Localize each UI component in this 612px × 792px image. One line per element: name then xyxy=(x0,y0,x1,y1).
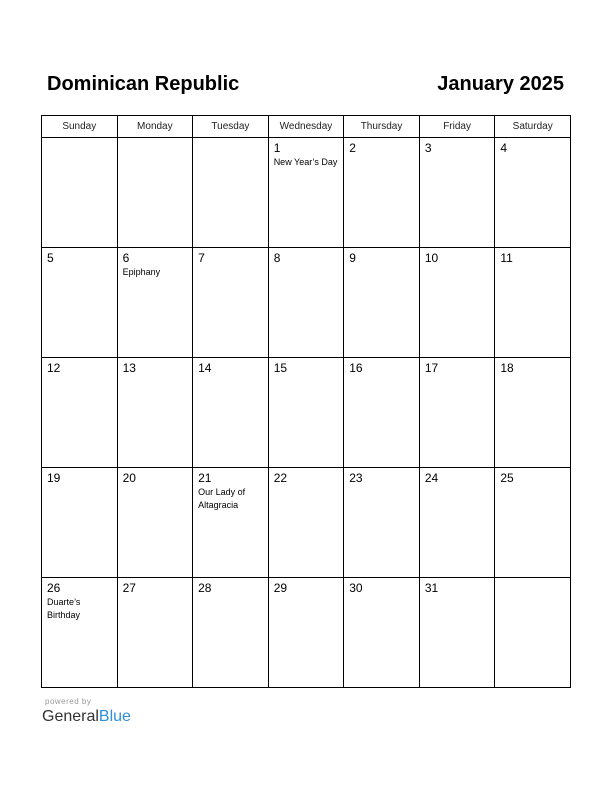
day-cell-content xyxy=(118,138,193,141)
day-cell xyxy=(344,358,420,468)
day-number: 21 xyxy=(198,471,212,485)
day-cell-content xyxy=(495,138,570,155)
day-number: 22 xyxy=(273,471,288,485)
day-cell-content xyxy=(42,248,117,265)
weekday-header: Friday xyxy=(419,116,495,138)
day-cell xyxy=(42,578,118,688)
weekday-header: Monday xyxy=(117,116,193,138)
day-cell-content xyxy=(118,358,193,375)
day-number: 1 xyxy=(273,141,281,155)
day-cell-content xyxy=(344,358,419,375)
day-cell xyxy=(419,138,495,248)
day-number: 10 xyxy=(424,251,439,265)
day-cell-content xyxy=(344,248,419,265)
day-cell xyxy=(117,138,193,248)
day-number: 4 xyxy=(500,141,508,155)
weekday-header: Sunday xyxy=(42,116,118,138)
week-row xyxy=(42,138,571,248)
day-cell-content xyxy=(193,358,268,375)
day-cell xyxy=(117,358,193,468)
day-cell xyxy=(419,468,495,578)
day-number: 19 xyxy=(47,471,61,485)
day-number: 11 xyxy=(500,251,513,265)
day-number: 29 xyxy=(273,581,288,595)
day-number: 13 xyxy=(122,361,136,375)
day-cell xyxy=(268,138,344,248)
day-cell xyxy=(193,468,269,578)
day-number: 18 xyxy=(500,361,514,375)
day-cell xyxy=(419,578,495,688)
day-cell-content xyxy=(42,578,117,622)
day-cell-content xyxy=(269,358,344,375)
day-number: 25 xyxy=(500,471,514,485)
day-cell-content xyxy=(420,468,495,485)
day-cell-content xyxy=(344,578,419,595)
day-cell xyxy=(495,578,571,688)
day-cell xyxy=(117,468,193,578)
day-cell xyxy=(42,138,118,248)
day-cell-content xyxy=(495,248,570,265)
day-cell-content xyxy=(420,358,495,375)
day-cell-content xyxy=(420,578,495,595)
day-cell-content xyxy=(193,468,268,512)
day-number: 15 xyxy=(273,361,288,375)
holiday-label: Epiphany xyxy=(122,267,161,277)
day-cell xyxy=(495,358,571,468)
calendar-body xyxy=(42,138,571,688)
day-cell-content xyxy=(269,578,344,595)
day-cell xyxy=(268,358,344,468)
day-cell-content xyxy=(269,248,344,265)
weekday-header: Thursday xyxy=(344,116,420,138)
day-cell xyxy=(268,468,344,578)
day-number: 20 xyxy=(122,471,136,485)
day-cell-content xyxy=(344,468,419,485)
day-cell-content xyxy=(193,248,268,265)
day-number: 31 xyxy=(424,581,439,595)
day-cell-content xyxy=(495,578,570,581)
day-number: 24 xyxy=(424,471,439,485)
day-cell xyxy=(193,358,269,468)
day-number: 26 xyxy=(47,581,61,595)
weekday-header: Tuesday xyxy=(193,116,269,138)
calendar-grid xyxy=(41,115,571,688)
logo-blue-text: Blue xyxy=(98,708,131,725)
day-cell xyxy=(193,138,269,248)
week-row xyxy=(42,578,571,688)
holiday-label: Our Lady of Altagracia xyxy=(198,487,246,510)
day-cell xyxy=(42,248,118,358)
day-number: 9 xyxy=(349,251,356,265)
day-cell xyxy=(117,578,193,688)
day-cell xyxy=(495,468,571,578)
generalblue-logo xyxy=(42,707,131,727)
day-cell-content xyxy=(269,468,344,485)
day-number: 2 xyxy=(349,141,356,155)
day-cell-content xyxy=(118,468,193,485)
holiday-label: New Year’s Day xyxy=(273,157,338,167)
day-cell xyxy=(42,468,118,578)
holiday-label: Duarte’s Birthday xyxy=(47,597,81,620)
day-cell xyxy=(268,578,344,688)
day-number: 27 xyxy=(122,581,136,595)
weekday-header-row xyxy=(42,116,571,138)
day-number: 8 xyxy=(273,251,281,265)
day-cell xyxy=(117,248,193,358)
day-number: 7 xyxy=(198,251,205,265)
day-cell-content xyxy=(42,358,117,375)
day-cell xyxy=(419,358,495,468)
day-number: 17 xyxy=(424,361,439,375)
day-cell xyxy=(419,248,495,358)
country-title: Dominican Republic xyxy=(47,73,240,95)
day-number: 16 xyxy=(349,361,363,375)
weekday-header: Wednesday xyxy=(268,116,344,138)
day-cell-content xyxy=(193,578,268,595)
week-row xyxy=(42,358,571,468)
day-number: 12 xyxy=(47,361,61,375)
day-cell-content xyxy=(495,358,570,375)
day-cell xyxy=(495,248,571,358)
day-cell-content xyxy=(42,138,117,141)
day-cell xyxy=(42,358,118,468)
day-cell-content xyxy=(495,468,570,485)
day-number: 28 xyxy=(198,581,212,595)
day-cell-content xyxy=(269,138,344,169)
day-cell-content xyxy=(344,138,419,155)
week-row xyxy=(42,468,571,578)
day-cell xyxy=(344,138,420,248)
day-number: 14 xyxy=(198,361,212,375)
powered-by-text: powered by xyxy=(45,697,92,706)
day-cell-content xyxy=(193,138,268,141)
day-number: 3 xyxy=(424,141,432,155)
day-number: 6 xyxy=(122,251,130,265)
day-cell xyxy=(495,138,571,248)
day-cell xyxy=(268,248,344,358)
day-cell xyxy=(344,578,420,688)
logo-general-text: General xyxy=(42,708,99,725)
day-cell xyxy=(344,468,420,578)
day-number: 5 xyxy=(47,251,54,265)
week-row xyxy=(42,248,571,358)
day-cell xyxy=(344,248,420,358)
month-title: January 2025 xyxy=(437,73,564,95)
day-number: 30 xyxy=(349,581,363,595)
day-cell-content xyxy=(118,248,193,279)
day-cell-content xyxy=(420,138,495,155)
day-cell-content xyxy=(118,578,193,595)
day-cell xyxy=(193,578,269,688)
weekday-header: Saturday xyxy=(495,116,571,138)
day-number: 23 xyxy=(349,471,363,485)
day-cell xyxy=(193,248,269,358)
day-cell-content xyxy=(420,248,495,265)
day-cell-content xyxy=(42,468,117,485)
